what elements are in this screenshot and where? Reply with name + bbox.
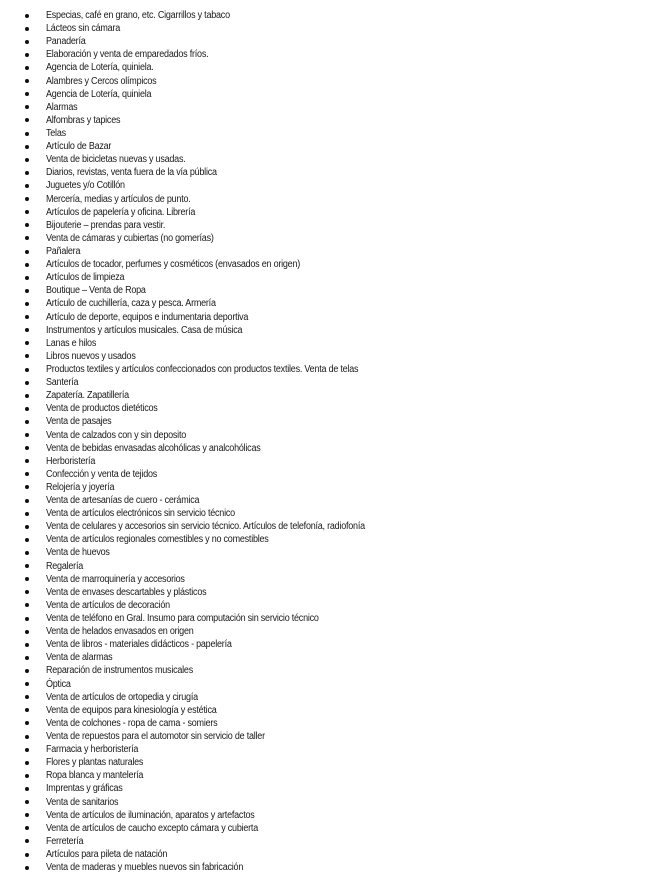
round-bullet-icon xyxy=(25,446,29,450)
round-bullet-icon xyxy=(25,368,29,372)
round-bullet-icon xyxy=(25,263,29,267)
list-item xyxy=(25,560,645,573)
list-item-text: Venta de helados envasados en origen xyxy=(46,626,194,638)
list-item xyxy=(25,337,645,350)
list-item-text: Artículo de Bazar xyxy=(46,141,112,153)
list-item-text: Venta de artículos de iluminación, aparatos y artefactos xyxy=(46,809,255,821)
list-item-text: Artículo de cuchillería, caza y pesca. Armería xyxy=(46,298,216,310)
list-item-text: Venta de alarmas xyxy=(46,652,113,664)
list-item xyxy=(25,848,645,861)
list-item-text: Venta de artículos electrónicos sin servicio técnico xyxy=(46,508,235,520)
list-item xyxy=(25,651,645,664)
list-item-text: Agencia de Lotería, quiniela xyxy=(46,88,152,100)
round-bullet-icon xyxy=(25,289,29,293)
list-item xyxy=(25,245,645,258)
list-item-text: Relojería y joyería xyxy=(46,481,115,493)
list-item-text: Venta de bebidas envasadas alcohólicas y analcohólicas xyxy=(46,442,261,454)
round-bullet-icon xyxy=(25,695,29,699)
round-bullet-icon xyxy=(25,14,29,18)
list-item xyxy=(25,809,645,822)
list-item-text: Artículos de papelería y oficina. Librería xyxy=(46,206,196,218)
round-bullet-icon xyxy=(25,551,29,555)
list-item xyxy=(25,835,645,848)
round-bullet-icon xyxy=(25,53,29,57)
list-item-text: Reparación de instrumentos musicales xyxy=(46,665,193,677)
list-item xyxy=(25,166,645,179)
round-bullet-icon xyxy=(25,603,29,607)
list-item-text: Imprentas y gráficas xyxy=(46,783,123,795)
list-item xyxy=(25,586,645,599)
list-item-text: Agencia de Lotería, quiniela. xyxy=(46,62,154,74)
list-item-text: Libros nuevos y usados xyxy=(46,350,136,362)
list-item xyxy=(25,153,645,166)
list-item xyxy=(25,22,645,35)
round-bullet-icon xyxy=(25,118,29,122)
list-item xyxy=(25,520,645,533)
round-bullet-icon xyxy=(25,145,29,149)
list-item-text: Venta de pasajes xyxy=(46,416,112,428)
list-item xyxy=(25,75,645,88)
list-item-text: Zapatería. Zapatillería xyxy=(46,390,129,402)
list-item xyxy=(25,822,645,835)
round-bullet-icon xyxy=(25,499,29,503)
list-item-text: Venta de maderas y muebles nuevos sin fabricación xyxy=(46,862,244,874)
list-item xyxy=(25,311,645,324)
list-item-text: Instrumentos y artículos musicales. Casa de música xyxy=(46,324,243,336)
list-item xyxy=(25,678,645,691)
round-bullet-icon xyxy=(25,525,29,529)
round-bullet-icon xyxy=(25,617,29,621)
list-item xyxy=(25,796,645,809)
list-item-text: Bijouterie – prendas para vestir. xyxy=(46,219,166,231)
list-item-text: Artículos para pileta de natación xyxy=(46,849,168,860)
round-bullet-icon xyxy=(25,276,29,280)
list-item-text: Venta de sanitarios xyxy=(46,796,119,808)
list-item xyxy=(25,664,645,677)
list-item xyxy=(25,743,645,756)
round-bullet-icon xyxy=(25,236,29,240)
list-item xyxy=(25,284,645,297)
list-item xyxy=(25,376,645,389)
list-item xyxy=(25,494,645,507)
list-item xyxy=(25,193,645,206)
list-item xyxy=(25,691,645,704)
list-item xyxy=(25,140,645,153)
bullet-list xyxy=(25,9,645,874)
list-item xyxy=(25,769,645,782)
list-item-text: Ferretería xyxy=(46,835,84,847)
list-item-text: Venta de marroquinería y accesorios xyxy=(46,573,185,585)
list-item xyxy=(25,35,645,48)
list-item-text: Venta de envases descartables y plásticos xyxy=(46,586,207,598)
round-bullet-icon xyxy=(25,564,29,568)
round-bullet-icon xyxy=(25,774,29,778)
list-item-text: Telas xyxy=(46,127,66,139)
round-bullet-icon xyxy=(25,394,29,398)
list-item-text: Lanas e hilos xyxy=(46,337,97,349)
list-item xyxy=(25,861,645,874)
list-item xyxy=(25,9,645,22)
list-item-text: Artículos de tocador, perfumes y cosméticos (envasados en origen) xyxy=(46,259,301,271)
round-bullet-icon xyxy=(25,866,29,870)
round-bullet-icon xyxy=(25,328,29,332)
list-item-text: Elaboración y venta de emparedados fríos. xyxy=(46,49,209,61)
list-item xyxy=(25,297,645,310)
round-bullet-icon xyxy=(25,853,29,857)
list-item-text: Artículo de deporte, equipos e indumentaria deportiva xyxy=(46,311,249,323)
round-bullet-icon xyxy=(25,800,29,804)
round-bullet-icon xyxy=(25,158,29,162)
list-item xyxy=(25,101,645,114)
round-bullet-icon xyxy=(25,721,29,725)
round-bullet-icon xyxy=(25,27,29,31)
list-item xyxy=(25,612,645,625)
list-item-text: Flores y plantas naturales xyxy=(46,757,144,769)
list-item-text: Santería xyxy=(46,377,79,389)
list-item xyxy=(25,363,645,376)
list-item-text: Venta de cámaras y cubiertas (no gomerías) xyxy=(46,232,214,244)
round-bullet-icon xyxy=(25,826,29,830)
list-item-text: Productos textiles y artículos confeccionados con productos textiles. Venta de telas xyxy=(46,363,359,375)
list-item-text: Alarmas xyxy=(46,101,78,113)
round-bullet-icon xyxy=(25,643,29,647)
round-bullet-icon xyxy=(25,420,29,424)
list-item-text: Herboristería xyxy=(46,455,96,467)
round-bullet-icon xyxy=(25,66,29,70)
round-bullet-icon xyxy=(25,302,29,306)
list-item xyxy=(25,48,645,61)
list-item xyxy=(25,573,645,586)
round-bullet-icon xyxy=(25,79,29,83)
list-item xyxy=(25,179,645,192)
list-item xyxy=(25,402,645,415)
list-item xyxy=(25,546,645,559)
list-item-text: Venta de artículos de caucho excepto cámara y cubierta xyxy=(46,822,258,834)
list-item-text: Venta de productos dietéticos xyxy=(46,403,158,415)
round-bullet-icon xyxy=(25,210,29,214)
round-bullet-icon xyxy=(25,538,29,542)
round-bullet-icon xyxy=(25,839,29,843)
list-item-text: Lácteos sin cámara xyxy=(46,23,120,35)
list-item xyxy=(25,442,645,455)
list-item xyxy=(25,756,645,769)
round-bullet-icon xyxy=(25,407,29,411)
round-bullet-icon xyxy=(25,105,29,109)
list-item xyxy=(25,481,645,494)
list-item xyxy=(25,232,645,245)
list-item-text: Confección y venta de tejidos xyxy=(46,468,158,480)
list-item xyxy=(25,638,645,651)
list-item-text: Boutique – Venta de Ropa xyxy=(46,285,146,297)
list-item xyxy=(25,258,645,271)
list-item xyxy=(25,704,645,717)
list-item-text: Farmacia y herboristería xyxy=(46,744,139,756)
list-item-text: Venta de artículos de decoración xyxy=(46,599,170,611)
list-item-text: Venta de artículos de ortopedia y cirugía xyxy=(46,691,198,703)
list-item-text: Venta de artesanías de cuero - cerámica xyxy=(46,495,200,507)
list-item xyxy=(25,507,645,520)
round-bullet-icon xyxy=(25,341,29,345)
round-bullet-icon xyxy=(25,485,29,489)
round-bullet-icon xyxy=(25,472,29,476)
list-item xyxy=(25,206,645,219)
list-item xyxy=(25,114,645,127)
round-bullet-icon xyxy=(25,197,29,201)
round-bullet-icon xyxy=(25,184,29,188)
list-item-text: Juguetes y/o Cotillón xyxy=(46,180,125,192)
round-bullet-icon xyxy=(25,381,29,385)
round-bullet-icon xyxy=(25,669,29,673)
round-bullet-icon xyxy=(25,171,29,175)
list-item xyxy=(25,468,645,481)
list-item-text: Óptica xyxy=(46,678,71,690)
list-item xyxy=(25,717,645,730)
list-item-text: Venta de teléfono en Gral. Insumo para computación sin servicio técnico xyxy=(46,613,319,625)
round-bullet-icon xyxy=(25,132,29,136)
round-bullet-icon xyxy=(25,577,29,581)
list-item xyxy=(25,533,645,546)
round-bullet-icon xyxy=(25,630,29,634)
list-item xyxy=(25,271,645,284)
round-bullet-icon xyxy=(25,590,29,594)
list-item-text: Venta de repuestos para el automotor sin servicio de taller xyxy=(46,731,265,743)
list-item-text: Ropa blanca y mantelería xyxy=(46,770,144,782)
list-item-text: Venta de artículos regionales comestibles y no comestibles xyxy=(46,534,269,546)
list-item xyxy=(25,127,645,140)
list-item-text: Venta de colchones - ropa de cama - somiers xyxy=(46,717,218,729)
round-bullet-icon xyxy=(25,223,29,227)
list-item xyxy=(25,455,645,468)
list-item xyxy=(25,625,645,638)
list-item xyxy=(25,88,645,101)
list-item xyxy=(25,730,645,743)
list-item-text: Alambres y Cercos olímpicos xyxy=(46,75,157,87)
round-bullet-icon xyxy=(25,813,29,817)
round-bullet-icon xyxy=(25,735,29,739)
list-item-text: Venta de huevos xyxy=(46,547,110,559)
list-item-text: Venta de celulares y accesorios sin servicio técnico. Artículos de telefonía, radiofonía xyxy=(46,521,365,533)
list-item-text: Artículos de limpieza xyxy=(46,272,125,284)
list-item xyxy=(25,415,645,428)
list-item xyxy=(25,599,645,612)
round-bullet-icon xyxy=(25,656,29,660)
list-item xyxy=(25,324,645,337)
round-bullet-icon xyxy=(25,40,29,44)
list-item-text: Venta de libros - materiales didácticos - papelería xyxy=(46,639,232,651)
list-item-text: Alfombras y tapices xyxy=(46,114,121,126)
list-item xyxy=(25,350,645,363)
list-item xyxy=(25,782,645,795)
round-bullet-icon xyxy=(25,92,29,96)
list-item xyxy=(25,219,645,232)
round-bullet-icon xyxy=(25,354,29,358)
list-item-text: Venta de equipos para kinesiología y estética xyxy=(46,704,217,716)
list-item xyxy=(25,61,645,74)
round-bullet-icon xyxy=(25,433,29,437)
round-bullet-icon xyxy=(25,315,29,319)
round-bullet-icon xyxy=(25,787,29,791)
list-item-text: Regalería xyxy=(46,560,83,572)
round-bullet-icon xyxy=(25,512,29,516)
list-item-text: Pañalera xyxy=(46,245,81,257)
list-item-text: Venta de bicicletas nuevas y usadas. xyxy=(46,154,186,166)
list-item xyxy=(25,389,645,402)
list-item-text: Diarios, revistas, venta fuera de la vía pública xyxy=(46,167,217,179)
list-item-text: Especias, café en grano, etc. Cigarrillos y tabaco xyxy=(46,10,230,21)
round-bullet-icon xyxy=(25,459,29,463)
round-bullet-icon xyxy=(25,748,29,752)
list-item-text: Venta de calzados con y sin deposito xyxy=(46,429,187,441)
list-item-text: Panadería xyxy=(46,36,86,48)
round-bullet-icon xyxy=(25,761,29,765)
list-item-text: Mercería, medias y artículos de punto. xyxy=(46,193,191,205)
round-bullet-icon xyxy=(25,682,29,686)
round-bullet-icon xyxy=(25,708,29,712)
list-item xyxy=(25,429,645,442)
round-bullet-icon xyxy=(25,250,29,254)
